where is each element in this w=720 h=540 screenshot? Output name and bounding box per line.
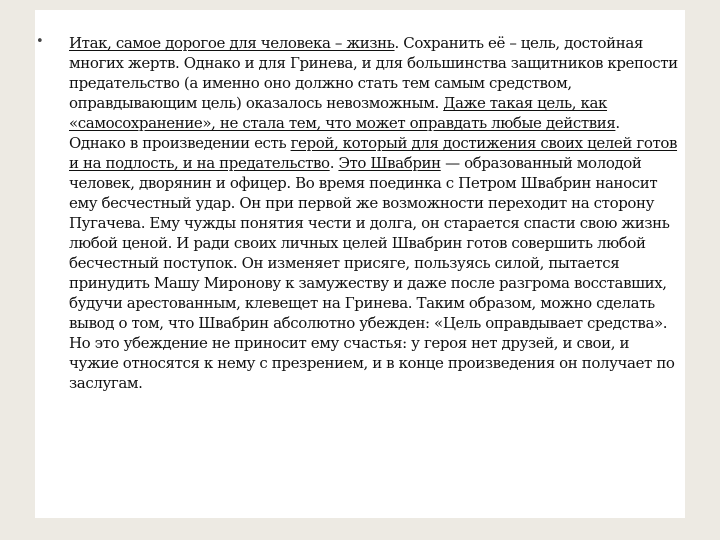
text-segment: . xyxy=(329,154,339,172)
text-segment: . Однако в произведении есть xyxy=(69,114,620,152)
slide-content-area xyxy=(35,10,685,518)
text-segment-underlined: Итак, самое дорогое для человека – жизнь xyxy=(69,34,395,52)
text-segment-underlined: герой, который для достижения своих целей готов и на подлость, и на предательство xyxy=(69,134,678,172)
bullet-marker: • xyxy=(36,34,44,49)
text-segment-underlined: Даже такая цель, как «самосохранение», не стала тем, что может оправдать любые действия xyxy=(69,94,616,132)
text-segment: . Сохранить её – цель, достойная многих жертв. Однако и для Гринева, и для большинства защитников крепости предательство (а именно оно должно стать тем самым средством, оправдывающим цель) оказалось невозможным. xyxy=(69,34,678,112)
bullet-paragraph xyxy=(69,33,679,393)
text-segment-underlined: Это Швабрин xyxy=(338,154,441,172)
text-segment: — образованный молодой человек, дворянин и офицер. Во время поединка с Петром Швабрин наносит ему бесчестный удар. Он при первой же возможности переходит на сторону Пугачева. Ему чужды понятия чести и долга, он старается спасти свою жизнь любой ценой. И ради своих личных целей Швабрин готов совершить любой бесчестный поступок. Он изменяет присяге, пользуясь силой, пытается принудить Машу Миронову к замужеству и даже после разгрома восставших, будучи арестованным, клевещет на Гринева. Таким образом, можно сделать вывод о том, что Швабрин абсолютно убежден: «Цель оправдывает средства». Но это убеждение не приносит ему счастья: у героя нет друзей, и свои, и чужие относятся к нему с презрением, и в конце произведения он получает по заслугам. xyxy=(69,154,675,392)
